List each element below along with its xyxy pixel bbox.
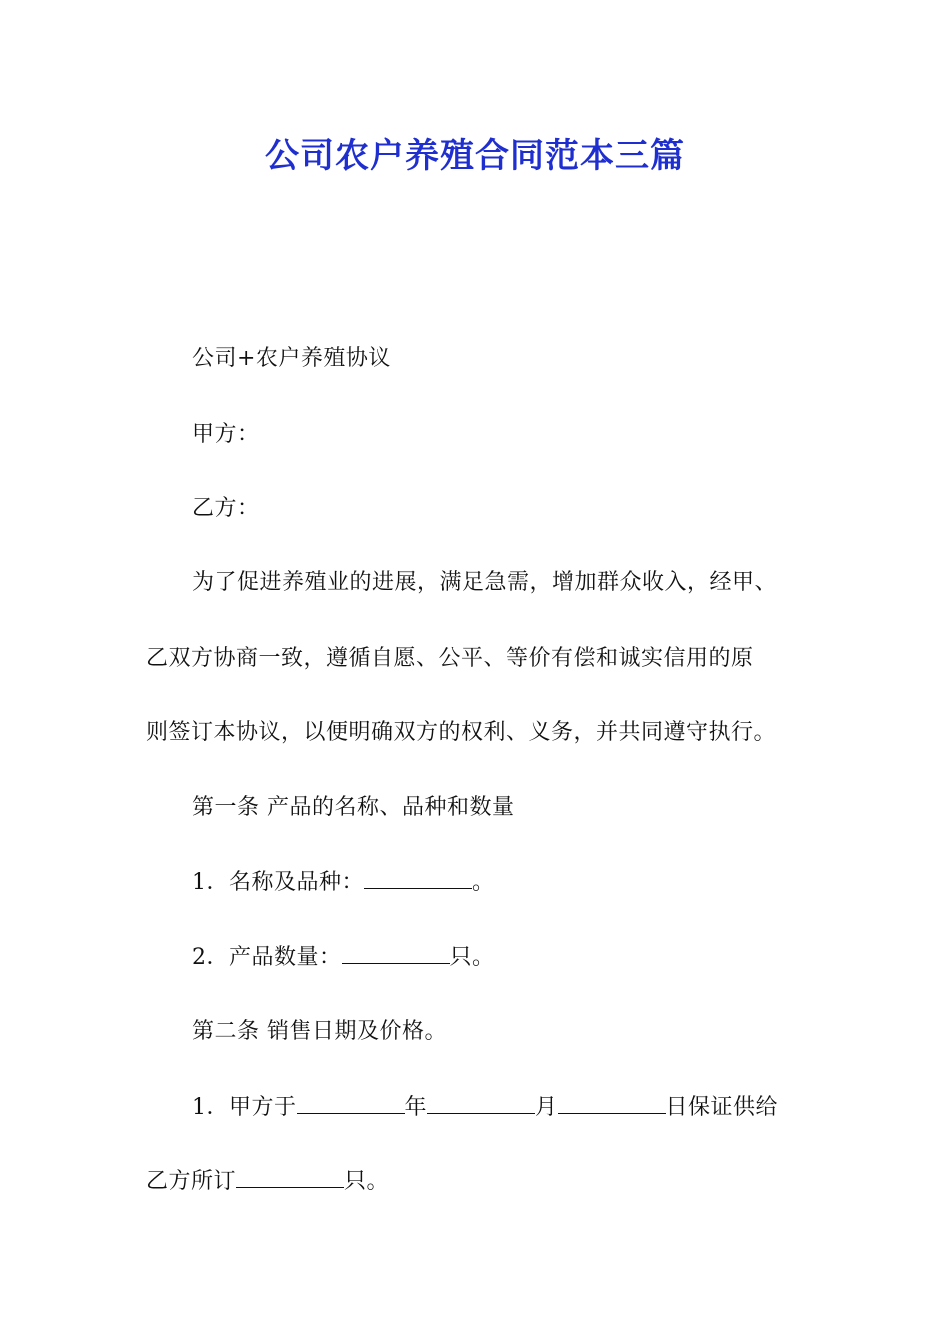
item-supply-date-suffix: 日保证供给 (665, 1095, 779, 1120)
preamble-line-1: 为了促进养殖业的进展，满足急需，增加群众收入，经甲、 (192, 570, 778, 595)
item-supply-quantity-label: 乙方所订 (146, 1169, 237, 1194)
item-supply-date (192, 1093, 778, 1123)
item-supply-date-label: 1．甲方于 (192, 1095, 297, 1120)
agreement-heading: 公司+农户养殖协议 (192, 346, 391, 371)
party-a-label: 甲方： (192, 422, 260, 447)
year-blank[interactable] (297, 1095, 405, 1114)
item-quantity (192, 943, 495, 973)
quantity-blank[interactable] (342, 945, 450, 964)
preamble-line-2: 乙双方协商一致，遵循自愿、公平、等价有偿和诚实信用的原 (146, 646, 754, 671)
item-name-variety-suffix: 。 (472, 870, 495, 895)
item-name-variety-label: 1．名称及品种： (192, 870, 364, 895)
item-quantity-label: 2．产品数量： (192, 945, 342, 970)
party-b-label: 乙方： (192, 496, 260, 521)
year-label: 年 (404, 1095, 428, 1120)
document-title: 公司农户养殖合同范本三篇 (265, 136, 685, 176)
supply-quantity-blank[interactable] (236, 1169, 344, 1188)
month-label: 月 (535, 1095, 558, 1120)
article-one-heading: 第一条 产品的名称、品种和数量 (192, 795, 515, 820)
day-blank[interactable] (558, 1095, 666, 1114)
month-blank[interactable] (427, 1095, 535, 1114)
item-supply-quantity-suffix: 只。 (344, 1169, 390, 1194)
item-quantity-suffix: 只。 (449, 945, 495, 970)
name-variety-blank[interactable] (364, 870, 472, 889)
article-two-heading: 第二条 销售日期及价格。 (192, 1019, 447, 1044)
preamble-line-3: 则签订本协议，以便明确双方的权利、义务，并共同遵守执行。 (146, 720, 777, 745)
item-name-variety (192, 868, 495, 898)
item-supply-quantity (146, 1167, 389, 1197)
